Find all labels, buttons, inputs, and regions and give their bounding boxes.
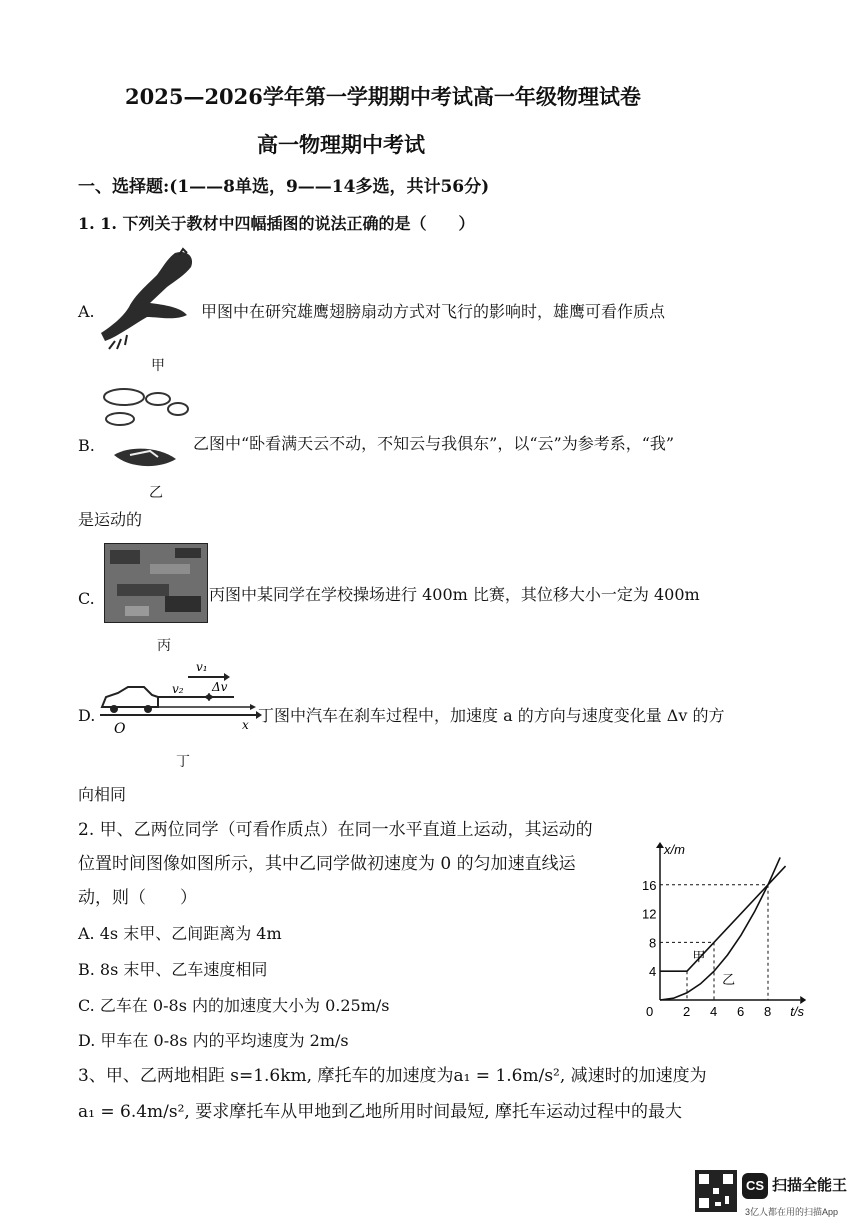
y-tick-label: 4 (649, 964, 657, 980)
y-tick-label: 16 (642, 877, 657, 893)
q1-option-b-label: B. (78, 436, 95, 455)
car-velocity-figure (96, 655, 261, 735)
exam-subtitle: 高一物理期中考试 (257, 132, 425, 157)
x-tick-label: 2 (683, 1004, 691, 1019)
series-line-yi (660, 857, 780, 1000)
x-tick-label: 6 (737, 1004, 745, 1019)
origin-label: O (114, 721, 126, 737)
q1-caption-ding: 丁 (176, 754, 190, 770)
q2-option-c: C. 乙车在 0-8s 内的加速度大小为 0.25m/s (78, 996, 390, 1015)
q2-line-3: 动，则（ ） (78, 888, 197, 908)
q2-option-a: A. 4s 末甲、乙间距离为 4m (78, 924, 282, 943)
x-axis-arrow (800, 996, 806, 1004)
x-axis-label: x (242, 718, 249, 732)
y-tick-label: 8 (649, 935, 657, 951)
y-tick-label: 12 (642, 906, 657, 922)
q1-caption-yi: 乙 (149, 485, 163, 501)
q2-line-1: 2. 甲、乙两位同学（可看作质点）在同一水平直道上运动，其运动的 (78, 820, 593, 840)
y-axis-title: x/m (664, 842, 685, 857)
y-axis-arrow (656, 842, 664, 848)
scanner-brand: 扫描全能王 (772, 1177, 848, 1194)
series-label-jia: 甲 (692, 950, 706, 966)
v2-label: v₂ (172, 682, 184, 696)
v1-label: v₁ (196, 660, 208, 674)
q1-option-d-label: D. (78, 706, 96, 725)
q1-option-d-text: 丁图中汽车在刹车过程中，加速度 a 的方向与速度变化量 Δv 的方 (258, 706, 725, 725)
exam-title: 2025—2026学年第一学期期中考试高一年级物理试卷 (125, 84, 641, 109)
q1-option-b-continued: 是运动的 (78, 510, 143, 529)
x-tick-label: 8 (764, 1004, 772, 1019)
series-line-jia (660, 866, 786, 971)
q1-stem: 1. 1. 下列关于教材中四幅插图的说法正确的是（ ） (78, 214, 475, 233)
q3-line-1: 3、甲、乙两地相距 s=1.6km, 摩托车的加速度为a₁ = 1.6m/s², 减速时的加速度为 (78, 1066, 707, 1086)
scanner-logo-icon: CS (742, 1173, 768, 1199)
q1-caption-bing: 丙 (157, 638, 171, 654)
x-axis-title: t/s (790, 1004, 804, 1019)
q1-option-c-label: C. (78, 589, 95, 608)
section-heading: 一、选择题:(1——8单选，9——14多选，共计56分) (78, 177, 490, 197)
q2-option-b: B. 8s 末甲、乙车速度相同 (78, 960, 268, 979)
q1-option-d-continued: 向相同 (78, 785, 127, 804)
q2-option-d: D. 甲车在 0-8s 内的平均速度为 2m/s (78, 1031, 349, 1050)
q2-line-2: 位置时间图像如图所示，其中乙同学做初速度为 0 的匀加速直线运 (78, 854, 576, 874)
q3-line-2: a₁ = 6.4m/s², 要求摩托车从甲地到乙地所用时间最短, 摩托车运动过程中的最大 (78, 1102, 683, 1122)
q1-option-b-text: 乙图中“卧看满天云不动，不知云与我俱东”，以“云”为参考系，“我” (193, 434, 675, 453)
series-label-yi: 乙 (722, 973, 736, 989)
delta-v-label: Δv (212, 680, 228, 694)
q1-caption-jia: 甲 (151, 358, 165, 374)
q1-option-c-text: 丙图中某同学在学校操场进行 400m 比赛，其位移大小一定为 400m (209, 585, 700, 604)
q1-option-a-text: 甲图中在研究雄鹰翅膀扇动方式对飞行的影响时，雄鹰可看作质点 (201, 302, 666, 321)
clouds-boat-figure (100, 385, 195, 475)
eagle-figure (95, 245, 205, 350)
track-photo (104, 543, 208, 623)
x-tick-label: 0 (646, 1004, 654, 1019)
qr-code (695, 1170, 737, 1212)
scanner-tagline: 3亿人都在用的扫描App (745, 1207, 839, 1217)
q1-option-a-label: A. (78, 302, 95, 321)
position-time-chart (640, 840, 840, 1025)
x-tick-label: 4 (710, 1004, 718, 1019)
